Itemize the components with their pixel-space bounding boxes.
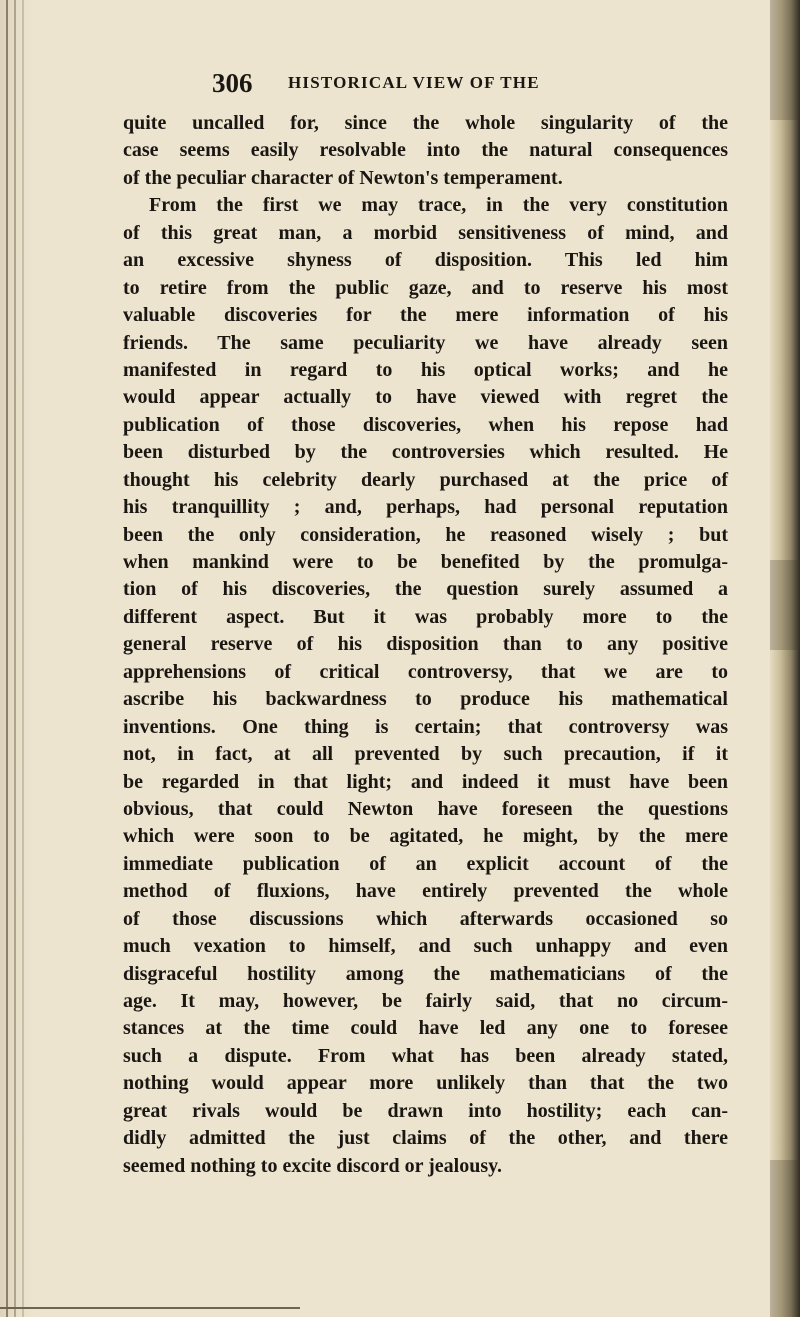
text-line: From the first we may trace, in the very constitution [149,194,728,217]
text-line: friends. The same peculiarity we have already seen [123,331,728,354]
text-line: seemed nothing to excite discord or jealousy. [123,1154,503,1177]
text-line: his tranquillity ; and, perhaps, had personal reputation [123,496,728,519]
text-line: quite uncalled for, since the whole singularity of the [123,112,728,134]
text-line: of those discussions which afterwards occasioned so [123,907,728,930]
text-line: been disturbed by the controversies which resulted. He [123,441,728,464]
text-line: case seems easily resolvable into the natural consequences [123,139,728,162]
page-number: 306 [212,68,253,98]
text-line: which were soon to be agitated, he might, by the mere [123,825,728,848]
text-line: nothing would appear more unlikely than that the two [123,1072,728,1095]
text-line: would appear actually to have viewed with regret the [123,386,728,409]
text-line: method of fluxions, have entirely prevented the whole [123,880,728,903]
text-line: great rivals would be drawn into hostility; each can- [123,1099,728,1122]
text-line: obvious, that could Newton have foreseen the questions [123,797,728,820]
text-line: tion of his discoveries, the question surely assumed a [123,578,728,601]
text-line: of the peculiar character of Newton's temperament. [123,166,563,189]
text-line: stances at the time could have led any one to foresee [123,1017,728,1040]
text-line: thought his celebrity dearly purchased at the price of [123,468,728,491]
running-title: HISTORICAL VIEW OF THE [288,73,540,92]
text-line: manifested in regard to his optical works; and he [123,358,728,381]
text-line: to retire from the public gaze, and to reserve his most [123,276,728,299]
text-line: age. It may, however, be fairly said, that no circum- [123,990,728,1012]
text-line: didly admitted the just claims of the other, and there [123,1127,728,1150]
text-line: apprehensions of critical controversy, that we are to [123,660,728,683]
text-line: been the only consideration, he reasoned wisely ; but [123,523,728,546]
text-line: general reserve of his disposition than to any positive [123,633,728,656]
text-line: disgraceful hostility among the mathematicians of the [123,962,728,985]
text-line: not, in fact, at all prevented by such precaution, if it [123,743,728,766]
text-line: of this great man, a morbid sensitiveness of mind, and [123,221,728,244]
text-line: valuable discoveries for the mere information of his [123,304,728,327]
text-line: publication of those discoveries, when his repose had [123,413,728,436]
text-line: when mankind were to be benefited by the promulga- [123,551,728,573]
text-line: much vexation to himself, and such unhappy and even [123,935,728,958]
text-line: different aspect. But it was probably more to the [123,605,728,628]
text-line: ascribe his backwardness to produce his mathematical [123,688,728,711]
text-line: an excessive shyness of disposition. This led him [123,249,728,272]
body-text [123,110,728,1180]
text-line: such a dispute. From what has been already stated, [123,1044,728,1067]
text-line: inventions. One thing is certain; that controversy was [123,715,728,738]
text-line: immediate publication of an explicit account of the [123,852,728,875]
text-line: be regarded in that light; and indeed it must have been [123,770,728,793]
